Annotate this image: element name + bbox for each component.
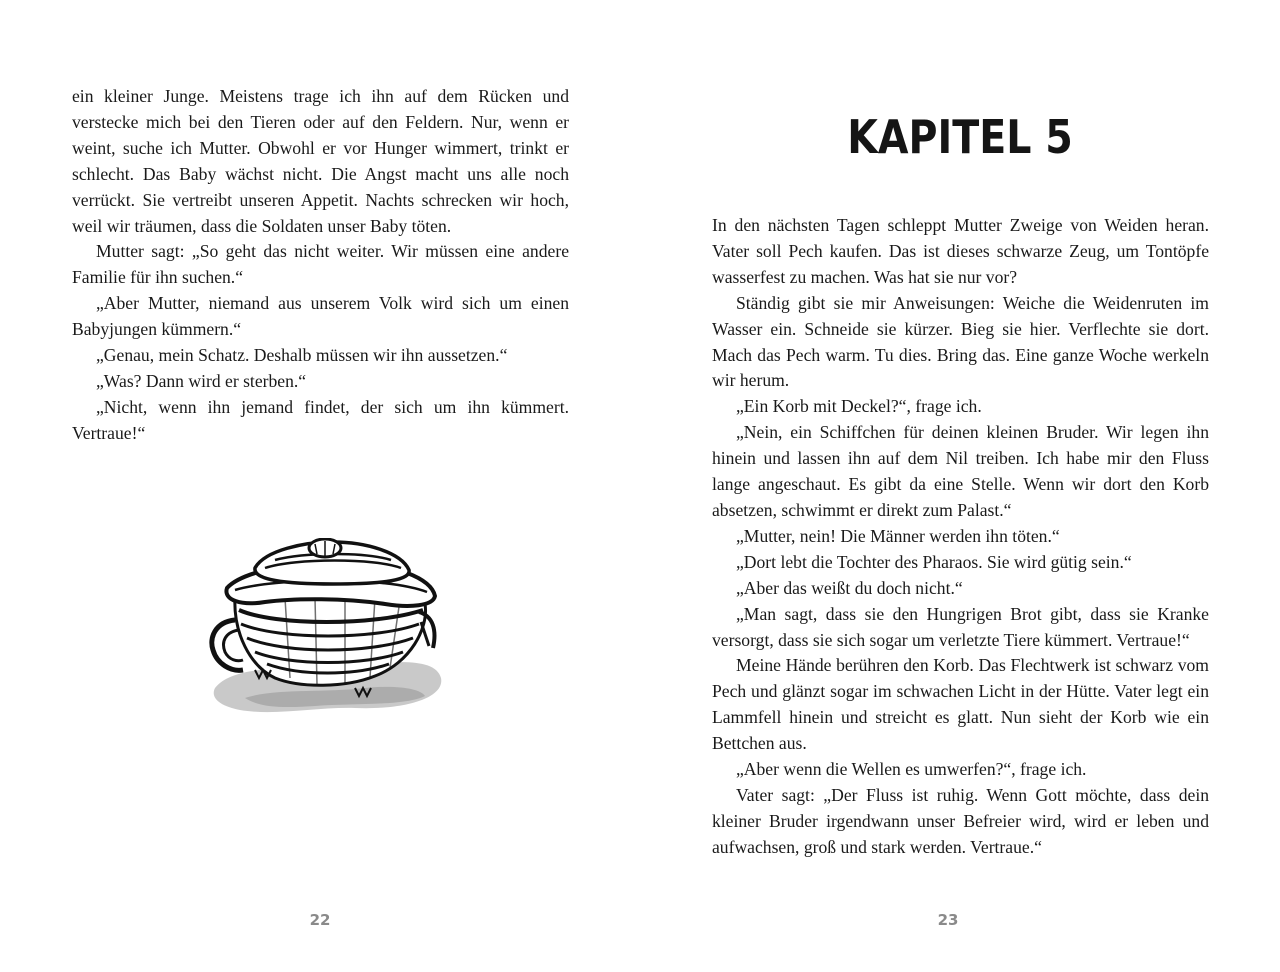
paragraph: „Nein, ein Schiffchen für deinen kleinen Bruder. Wir legen ihn hinein und lassen ihn auf dem Nil treiben. Ich habe mir den Fluss lange angeschaut. Es gibt da eine Stelle. Wenn wir dort den Korb absetzen, schwimmt er direkt zum Palast.“ <box>712 422 1209 520</box>
left-page-text <box>72 84 569 447</box>
paragraph: Meine Hände berühren den Korb. Das Flechtwerk ist schwarz vom Pech und glänzt sogar im schwachen Licht in der Hütte. Vater legt ein Lammfell hinein und streicht es glatt. Nun sieht der Korb wie ein Bettchen aus. <box>712 655 1209 754</box>
paragraph: „Mutter, nein! Die Männer werden ihn töten.“ <box>736 525 1060 546</box>
paragraph: „Aber Mutter, niemand aus unserem Volk wird sich um einen Babyjungen kümmern.“ <box>72 293 569 340</box>
page-number: 23 <box>937 911 959 929</box>
paragraph: In den nächsten Tagen schleppt Mutter Zweige von Weiden heran. Vater soll Pech kaufen. Das ist dieses schwarze Zeug, um Tontöpfe wasserfest zu machen. Was hat sie nur vor? <box>712 215 1209 287</box>
paragraph: „Genau, mein Schatz. Deshalb müssen wir ihn aussetzen.“ <box>96 345 508 366</box>
paragraph: Vater sagt: „Der Fluss ist ruhig. Wenn Gott möchte, dass dein kleiner Bruder irgendwann unser Befreier wird, wird er leben und aufwachsen, groß und stark werden. Vertraue.“ <box>712 784 1209 857</box>
paragraph: „Aber wenn die Wellen es umwerfen?“, frage ich. <box>736 759 1087 780</box>
paragraph: „Was? Dann wird er sterben.“ <box>96 370 307 391</box>
paragraph: „Ein Korb mit Deckel?“, frage ich. <box>736 396 982 417</box>
page-number: 22 <box>309 911 331 929</box>
paragraph: Mutter sagt: „So geht das nicht weiter. Wir müssen eine andere Familie für ihn suchen.“ <box>72 241 569 288</box>
paragraph: ein kleiner Junge. Meistens trage ich ihn auf dem Rücken und verstecke mich bei den Tieren oder auf den Feldern. Nur, wenn er weint, suche ich Mutter. Obwohl er vor Hunger wimmert, trinkt er schlecht. Das Baby wächst nicht. Die Angst macht uns alle noch verrückt. Sie vertreibt unseren Appetit. Nachts schrecken wir hoch, weil wir träumen, dass die Soldaten unser Baby töten. <box>72 86 569 236</box>
paragraph: „Man sagt, dass sie den Hungrigen Brot gibt, dass sie Kranke versorgt, dass sie sich sogar um verletzte Tiere kümmert. Vertraue!“ <box>712 603 1209 650</box>
paragraph: „Aber das weißt du doch nicht.“ <box>736 577 963 598</box>
right-page-text <box>712 213 1209 861</box>
paragraph: „Nicht, wenn ihn jemand findet, der sich um ihn kümmert. Vertraue!“ <box>72 396 569 443</box>
paragraph: Ständig gibt sie mir Anweisungen: Weiche die Weidenruten im Wasser ein. Schneide sie kürzer. Bieg sie hier. Verflechte sie dort. Mach das Pech warm. Tu dies. Bring das. Eine ganze Woche werkeln wir herum. <box>712 292 1209 391</box>
chapter-title: KAPITEL 5 <box>847 110 1073 164</box>
paragraph: „Dort lebt die Tochter des Pharaos. Sie wird gütig sein.“ <box>736 551 1132 572</box>
right-page <box>640 0 1280 972</box>
woven-basket-icon <box>205 538 445 720</box>
